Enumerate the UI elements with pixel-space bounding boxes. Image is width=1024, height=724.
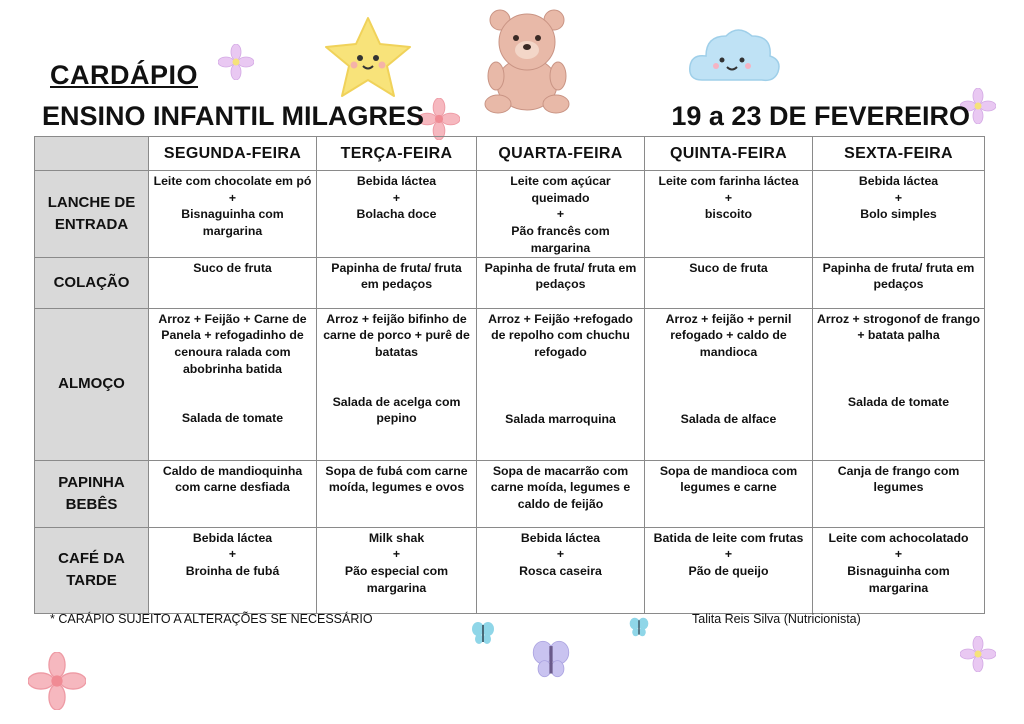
day-header: QUINTA-FEIRA	[645, 137, 813, 171]
menu-cell: Leite com achocolatado + Bisnaguinha com margarina	[813, 527, 985, 613]
meal-row-lanche	[35, 171, 985, 258]
menu-cell: Bebida láctea + Rosca caseira	[477, 527, 645, 613]
cloud-icon	[686, 22, 782, 92]
menu-cell: Bebida láctea + Broinha de fubá	[149, 527, 317, 613]
menu-cell: Arroz + feijão + pernil refogado + caldo de mandioca Salada de alface	[645, 308, 813, 460]
butterfly-icon	[628, 616, 650, 638]
menu-cell: Leite com chocolate em pó + Bisnaguinha com margarina	[149, 171, 317, 258]
menu-cell: Arroz + Feijão + Carne de Panela + refogadinho de cenoura ralada com abobrinha batida Salada de tomate	[149, 308, 317, 460]
school-name: ENSINO INFANTIL MILAGRES	[42, 101, 425, 131]
meal-name: LANCHE DE ENTRADA	[35, 171, 149, 258]
flower-icon	[28, 652, 86, 710]
menu-cell: Suco de fruta	[149, 257, 317, 308]
menu-cell: Papinha de fruta/ fruta em pedaços	[317, 257, 477, 308]
day-header: QUARTA-FEIRA	[477, 137, 645, 171]
flower-icon	[960, 636, 996, 672]
meal-name: COLAÇÃO	[35, 257, 149, 308]
salad-text: Salada de tomate	[847, 394, 950, 409]
menu-cell: Bebida láctea + Bolacha doce	[317, 171, 477, 258]
menu-cell: Bebida láctea + Bolo simples	[813, 171, 985, 258]
salad-text: Salada marroquina	[505, 411, 616, 426]
menu-cell: Caldo de mandioquinha com carne desfiada	[149, 460, 317, 527]
menu-cell: Arroz + strogonof de frango + batata palha Salada de tomate	[813, 308, 985, 460]
menu-cell: Arroz + feijão bifinho de carne de porco + purê de batatas Salada de acelga com pepino	[317, 308, 477, 460]
day-header: SEGUNDA-FEIRA	[149, 137, 317, 171]
meal-name: ALMOÇO	[35, 308, 149, 460]
meal-row-almoco	[35, 308, 985, 460]
menu-cell: Leite com farinha láctea + biscoito	[645, 171, 813, 258]
menu-cell: Suco de fruta	[645, 257, 813, 308]
menu-cell: Papinha de fruta/ fruta em pedaços	[813, 257, 985, 308]
menu-cell: Sopa de macarrão com carne moída, legumes e caldo de feijão	[477, 460, 645, 527]
week-range: 19 a 23 DE FEVEREIRO	[671, 101, 970, 131]
salad-text: Salada de tomate	[181, 411, 284, 426]
flower-icon	[218, 44, 254, 80]
star-icon	[322, 14, 414, 100]
menu-cell: Papinha de fruta/ fruta em pedaços	[477, 257, 645, 308]
corner-cell	[35, 137, 149, 171]
meal-name: PAPINHA BEBÊS	[35, 460, 149, 527]
meal-row-colacao	[35, 257, 985, 308]
menu-cell: Sopa de mandioca com legumes e carne	[645, 460, 813, 527]
butterfly-icon	[528, 638, 574, 680]
menu-cell: Arroz + Feijão +refogado de repolho com chuchu refogado Salada marroquina	[477, 308, 645, 460]
day-header: TERÇA-FEIRA	[317, 137, 477, 171]
day-header: SEXTA-FEIRA	[813, 137, 985, 171]
meal-row-papinha	[35, 460, 985, 527]
flower-icon	[418, 98, 460, 140]
salad-text: Salada de alface	[680, 411, 777, 426]
menu-table	[34, 136, 985, 614]
teddy-bear-icon	[478, 4, 576, 116]
menu-cell: Milk shak + Pão especial com margarina	[317, 527, 477, 613]
meal-name: CAFÉ DA TARDE	[35, 527, 149, 613]
meal-row-cafe	[35, 527, 985, 613]
nutritionist-signature: Talita Reis Silva (Nutricionista)	[692, 612, 861, 626]
disclaimer-note: * CARÁPIO SUJEITO A ALTERAÇÕES SE NECESSÁRIO	[50, 612, 373, 626]
menu-cell: Sopa de fubá com carne moída, legumes e ovos	[317, 460, 477, 527]
menu-cell: Batida de leite com frutas + Pão de queijo	[645, 527, 813, 613]
butterfly-icon	[470, 620, 496, 646]
page-title: CARDÁPIO	[50, 60, 199, 90]
salad-text: Salada de acelga com pepino	[332, 394, 461, 426]
days-header-row	[35, 137, 985, 171]
menu-cell: Canja de frango com legumes	[813, 460, 985, 527]
menu-cell: Leite com açúcar queimado + Pão francês com margarina	[477, 171, 645, 258]
